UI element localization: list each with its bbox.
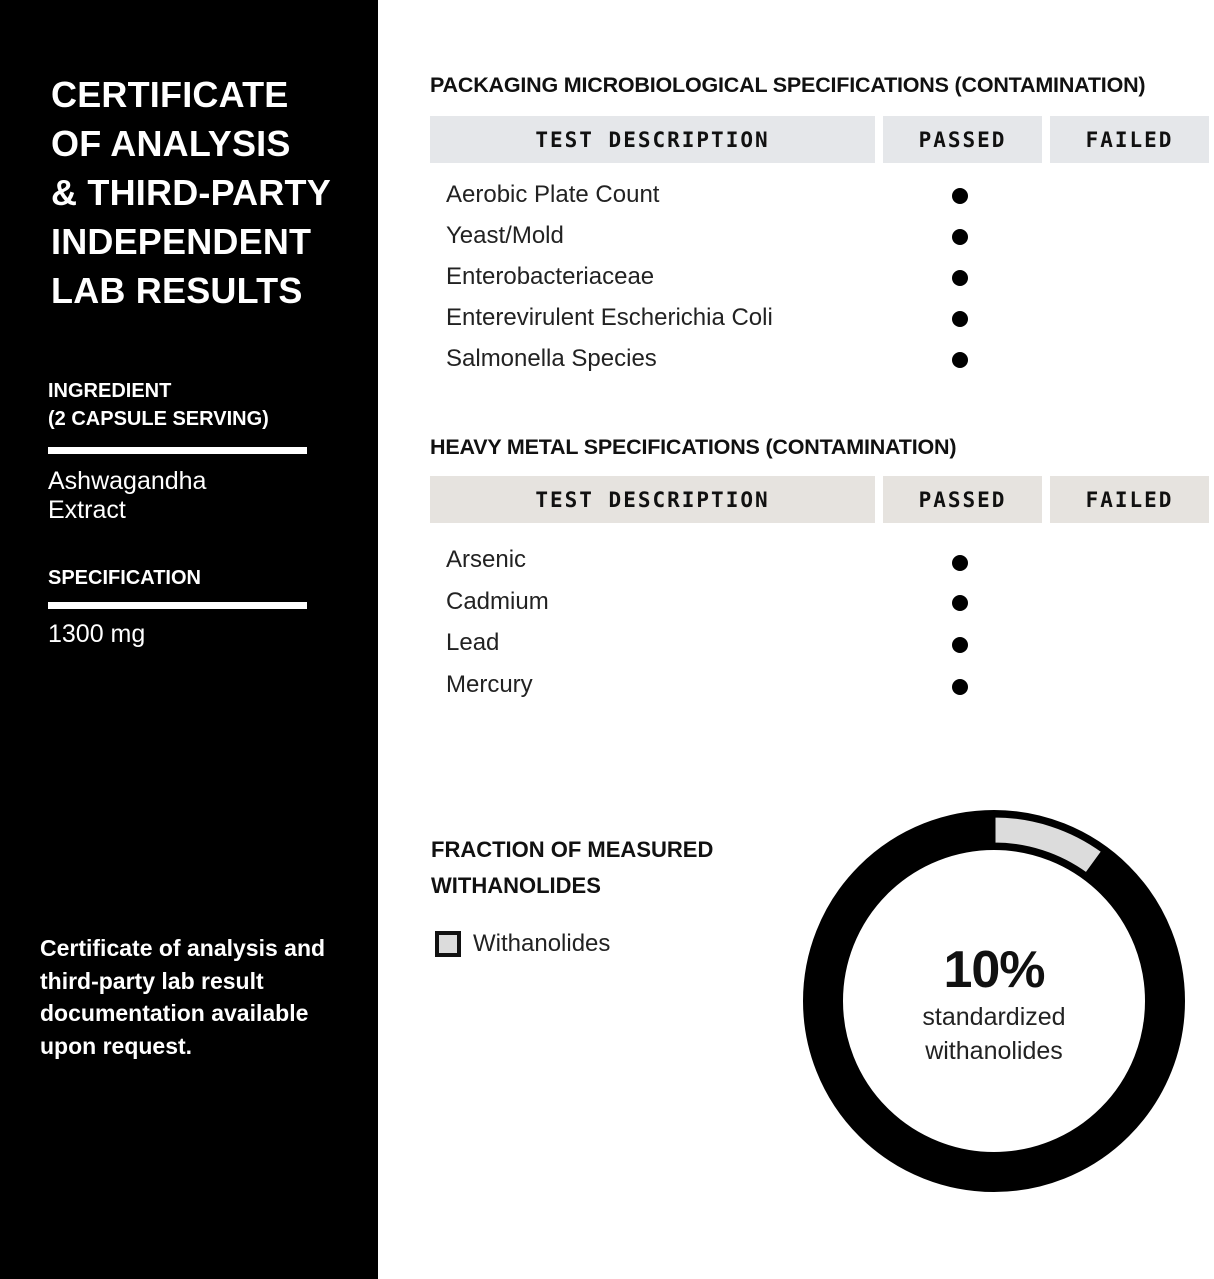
column-header-description: TEST DESCRIPTION — [430, 116, 875, 163]
chart-legend — [435, 930, 610, 958]
specification-label: SPECIFICATION — [48, 567, 201, 589]
test-description: Enterobacteriaceae — [446, 263, 655, 290]
table-row — [430, 670, 1210, 711]
passed-dot-icon — [952, 595, 968, 611]
center-sub-line: withanolides — [925, 1037, 1063, 1065]
divider — [48, 602, 307, 609]
fraction-title-line: WITHANOLIDES — [431, 873, 601, 898]
passed-dot-icon — [952, 229, 968, 245]
certificate-title — [51, 70, 371, 315]
test-description: Cadmium — [446, 588, 549, 615]
table-row — [430, 587, 1210, 628]
column-header-failed: FAILED — [1050, 476, 1209, 523]
table-row — [430, 545, 1210, 586]
heavy-metal-title: HEAVY METAL SPECIFICATIONS (CONTAMINATION) — [430, 435, 957, 459]
center-sub-line: standardized — [922, 1003, 1066, 1031]
table-row — [430, 303, 1210, 344]
title-line: CERTIFICATE — [51, 74, 289, 115]
passed-dot-icon — [952, 637, 968, 653]
title-line: LAB RESULTS — [51, 270, 303, 311]
test-description: Mercury — [446, 671, 533, 698]
ingredient-label-line: (2 CAPSULE SERVING) — [48, 408, 269, 430]
passed-dot-icon — [952, 679, 968, 695]
availability-note: Certificate of analysis and third-party lab result documentation available upon request. — [40, 935, 326, 1059]
heavy-metal-table-header — [430, 476, 1209, 523]
column-header-passed: PASSED — [883, 116, 1042, 163]
title-line: & THIRD-PARTY — [51, 172, 331, 213]
ingredient-value-line: Extract — [48, 496, 126, 524]
table-row — [430, 180, 1210, 221]
passed-dot-icon — [952, 188, 968, 204]
sidebar — [0, 0, 378, 1279]
test-description: Enterevirulent Escherichia Coli — [446, 304, 773, 331]
legend-label: Withanolides — [473, 930, 611, 957]
fraction-title — [431, 832, 713, 904]
test-description: Yeast/Mold — [446, 222, 564, 249]
column-header-description: TEST DESCRIPTION — [430, 476, 875, 523]
donut-withanolides-segment — [994, 816, 1103, 874]
table-row — [430, 221, 1210, 262]
passed-dot-icon — [952, 270, 968, 286]
column-header-passed: PASSED — [883, 476, 1042, 523]
table-row — [430, 262, 1210, 303]
ingredient-value-line: Ashwagandha — [48, 467, 207, 495]
test-description: Arsenic — [446, 546, 527, 573]
table-row — [430, 628, 1210, 669]
ingredient-label — [48, 377, 269, 433]
microbiological-title: PACKAGING MICROBIOLOGICAL SPECIFICATIONS (CONTAMINATION) — [430, 73, 1146, 97]
passed-dot-icon — [952, 555, 968, 571]
title-line: OF ANALYSIS — [51, 123, 291, 164]
fraction-title-line: FRACTION OF MEASURED — [431, 837, 714, 862]
divider — [48, 447, 307, 454]
title-line: INDEPENDENT — [51, 221, 312, 262]
microbiological-table-header — [430, 116, 1209, 163]
test-description: Salmonella Species — [446, 345, 657, 372]
test-description: Aerobic Plate Count — [446, 181, 660, 208]
test-description: Lead — [446, 629, 500, 656]
passed-dot-icon — [952, 311, 968, 327]
ingredient-value — [48, 467, 206, 525]
donut-center-label — [803, 940, 1185, 1068]
specification-value: 1300 mg — [48, 620, 146, 648]
legend-swatch-icon — [435, 931, 461, 957]
ingredient-label-line: INGREDIENT — [48, 380, 172, 402]
table-row — [430, 344, 1210, 385]
percentage-value: 10% — [943, 941, 1045, 999]
passed-dot-icon — [952, 352, 968, 368]
column-header-failed: FAILED — [1050, 116, 1209, 163]
